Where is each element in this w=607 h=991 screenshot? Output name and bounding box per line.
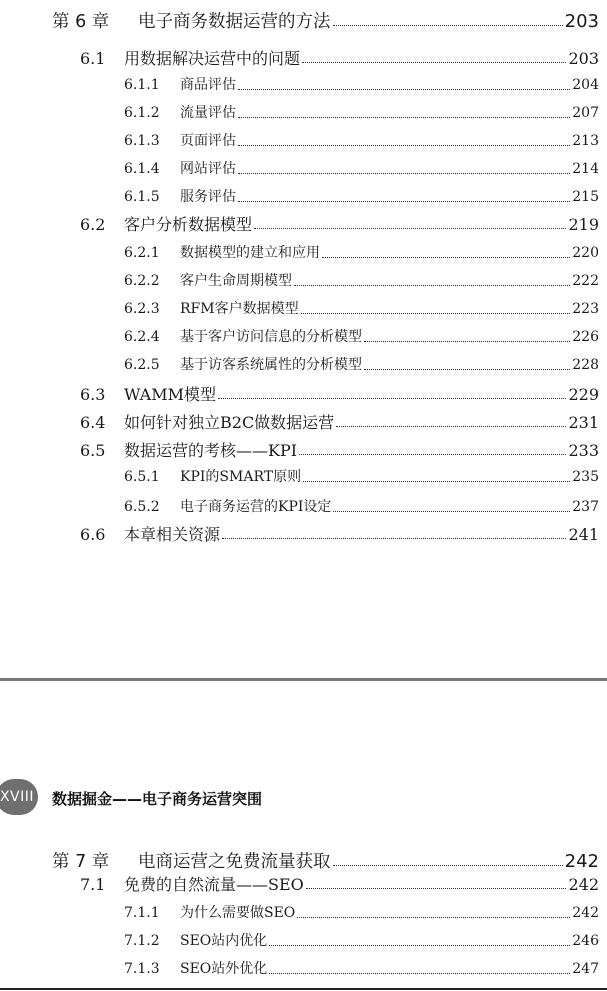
page-number: 235	[572, 469, 599, 485]
page-number: 220	[572, 245, 599, 261]
chapter-row[interactable]	[52, 848, 599, 874]
section-row[interactable]	[80, 872, 599, 896]
subsection-row[interactable]	[124, 186, 599, 208]
subsection-number: 7.1.1	[124, 905, 160, 921]
section-title: 免费的自然流量——SEO	[124, 875, 304, 894]
section-row[interactable]	[80, 46, 599, 70]
subsection-number: 7.1.2	[124, 933, 160, 949]
chapter-page: 203	[564, 11, 599, 32]
section-number: 6.6	[80, 525, 106, 544]
dot-leader	[306, 888, 567, 889]
dot-leader	[218, 398, 566, 399]
dot-leader	[238, 117, 570, 118]
dot-leader	[269, 973, 570, 974]
section-number: 6.1	[80, 49, 106, 68]
section-row[interactable]	[80, 212, 599, 236]
section-number: 6.5	[80, 441, 106, 460]
subsection-title: 页面评估	[180, 133, 236, 149]
section-number: 7.1	[80, 875, 106, 894]
subsection-title: 数据模型的建立和应用	[180, 245, 320, 261]
subsection-title: 流量评估	[180, 105, 236, 121]
subsection-number: 6.2.2	[124, 273, 160, 289]
section-title: WAMM模型	[124, 385, 216, 404]
subsection-row[interactable]	[124, 466, 599, 488]
dot-leader	[303, 481, 570, 482]
dot-leader	[333, 865, 563, 866]
subsection-title: SEO站内优化	[180, 933, 268, 949]
dot-leader	[299, 454, 566, 455]
dot-leader	[302, 62, 566, 63]
subsection-number: 6.2.3	[124, 301, 160, 317]
section-title: 本章相关资源	[124, 525, 221, 544]
toc-bottom	[0, 840, 607, 990]
dot-leader	[297, 917, 570, 918]
subsection-number: 6.5.1	[124, 469, 160, 485]
page-number: 246	[572, 933, 599, 949]
chapter-title: 电子商务数据运营的方法	[138, 12, 331, 32]
page-number: 223	[572, 301, 599, 317]
section-row[interactable]	[80, 382, 599, 406]
dot-leader	[294, 285, 570, 286]
subsection-row[interactable]	[124, 74, 599, 96]
page-number: 242	[568, 875, 599, 894]
page-number: 247	[572, 961, 599, 977]
dot-leader	[238, 89, 570, 90]
subsection-number: 6.1.5	[124, 189, 160, 205]
chapter-title: 电商运营之免费流量获取	[138, 852, 331, 872]
subsection-row[interactable]	[124, 496, 599, 518]
dot-leader	[238, 201, 570, 202]
page-number: 241	[568, 525, 599, 544]
dot-leader	[333, 25, 563, 26]
page-number: 207	[572, 105, 599, 121]
subsection-title: 基于访客系统属性的分析模型	[180, 357, 362, 373]
subsection-title: RFM客户数据模型	[180, 301, 299, 317]
subsection-row[interactable]	[124, 326, 599, 348]
subsection-number: 7.1.3	[124, 961, 160, 977]
dot-leader	[269, 945, 570, 946]
page-number: 215	[572, 189, 599, 205]
page-footer	[0, 760, 607, 840]
dot-leader	[254, 228, 566, 229]
subsection-number: 6.5.2	[124, 499, 160, 515]
subsection-title: 客户生命周期模型	[180, 273, 292, 289]
subsection-row[interactable]	[124, 130, 599, 152]
subsection-title: 电子商务运营的KPI设定	[180, 499, 332, 515]
subsection-title: KPI的SMART原则	[180, 469, 302, 485]
subsection-title: 网站评估	[180, 161, 236, 177]
section-title: 用数据解决运营中的问题	[124, 49, 301, 68]
page-number: 222	[572, 273, 599, 289]
dot-leader	[364, 369, 570, 370]
subsection-number: 6.2.1	[124, 245, 160, 261]
subsection-title: 服务评估	[180, 189, 236, 205]
subsection-row[interactable]	[124, 298, 599, 320]
dot-leader	[333, 511, 570, 512]
subsection-row[interactable]	[124, 354, 599, 376]
section-number: 6.2	[80, 215, 106, 234]
chapter-number: 第 6 章	[52, 12, 110, 32]
subsection-row[interactable]	[124, 158, 599, 180]
bottom-rule	[0, 988, 607, 990]
section-title: 数据运营的考核——KPI	[124, 441, 298, 460]
subsection-title: 基于客户访问信息的分析模型	[180, 329, 362, 345]
subsection-row[interactable]	[124, 930, 599, 952]
page-number: 203	[568, 49, 599, 68]
page-number: 237	[572, 499, 599, 515]
subsection-row[interactable]	[124, 270, 599, 292]
page-number: 229	[568, 385, 599, 404]
subsection-title: SEO站外优化	[180, 961, 268, 977]
dot-leader	[301, 313, 571, 314]
chapter-page: 242	[564, 851, 599, 872]
section-title: 如何针对独立B2C做数据运营	[124, 413, 335, 432]
page-divider	[0, 678, 607, 681]
page-number: 226	[572, 329, 599, 345]
dot-leader	[364, 341, 570, 342]
page-number: 204	[572, 77, 599, 93]
dot-leader	[222, 538, 566, 539]
subsection-number: 6.1.1	[124, 77, 160, 93]
section-number: 6.3	[80, 385, 106, 404]
subsection-number: 6.2.4	[124, 329, 160, 345]
page-number: 219	[568, 215, 599, 234]
page-number: 214	[572, 161, 599, 177]
section-row[interactable]	[80, 438, 599, 462]
subsection-row[interactable]	[124, 102, 599, 124]
dot-leader	[336, 426, 566, 427]
subsection-number: 6.1.4	[124, 161, 160, 177]
subsection-number: 6.1.2	[124, 105, 160, 121]
subsection-number: 6.2.5	[124, 357, 160, 373]
subsection-row[interactable]	[124, 902, 599, 924]
section-row[interactable]	[80, 522, 599, 546]
subsection-row[interactable]	[124, 242, 599, 264]
page-number: 233	[568, 441, 599, 460]
running-book-title: 数据掘金——电子商务运营突围	[52, 790, 263, 808]
section-row[interactable]	[80, 410, 599, 434]
page-number: 242	[572, 905, 599, 921]
dot-leader	[238, 173, 570, 174]
page-number: 228	[572, 357, 599, 373]
chapter-number: 第 7 章	[52, 852, 110, 872]
page-number: 213	[572, 133, 599, 149]
section-number: 6.4	[80, 413, 106, 432]
subsection-title: 商品评估	[180, 77, 236, 93]
chapter-row[interactable]	[52, 8, 599, 34]
dot-leader	[238, 145, 570, 146]
subsection-number: 6.1.3	[124, 133, 160, 149]
page-number: 231	[568, 413, 599, 432]
subsection-title: 为什么需要做SEO	[180, 905, 296, 921]
page-number-badge: XVIII	[0, 779, 38, 815]
subsection-row[interactable]	[124, 958, 599, 980]
section-title: 客户分析数据模型	[124, 215, 253, 234]
dot-leader	[322, 257, 570, 258]
